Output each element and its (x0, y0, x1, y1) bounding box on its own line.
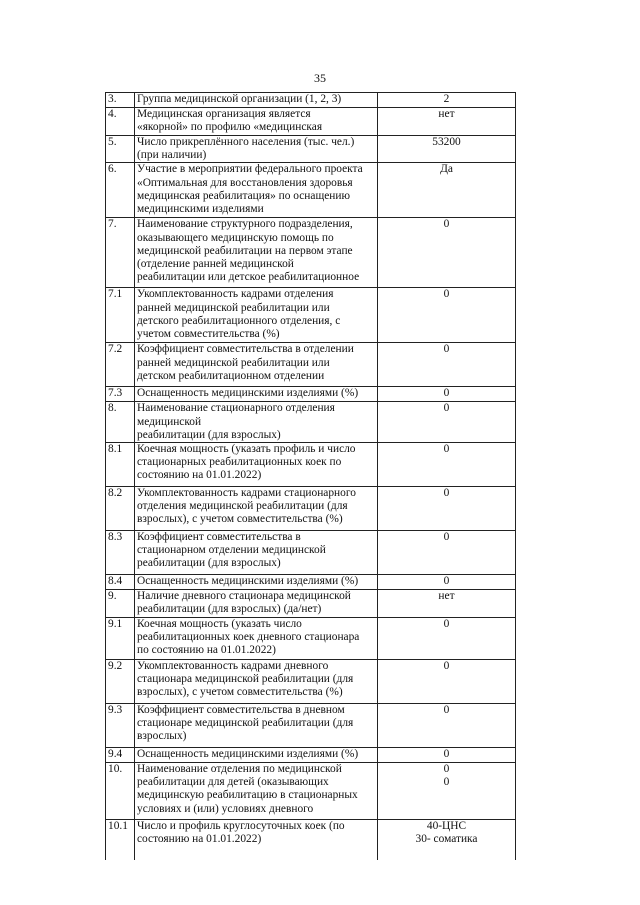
row-description-text: Группа медицинской организации (1, 2, 3) (137, 93, 342, 105)
row-description-cell (135, 660, 378, 704)
row-value-cell (378, 660, 516, 704)
row-description-cell (135, 575, 378, 590)
row-value-text: 0 (443, 748, 450, 761)
row-value-text: нет (438, 590, 455, 603)
row-value-text: 2 (443, 93, 450, 105)
row-description-cell (135, 288, 378, 343)
table-row (106, 531, 516, 575)
row-value-cell (378, 704, 516, 748)
row-value-text: 0 (443, 343, 450, 356)
row-description-cell (135, 343, 378, 387)
row-value-text: 0 (443, 288, 450, 301)
row-description-cell (135, 487, 378, 531)
row-value-text: 0 (443, 531, 450, 544)
row-description-text: Коечная мощность (указать число реабилитационных коек дневного стационара по состоянию на 01.01.2022) (137, 618, 360, 657)
row-number-text: 6. (108, 163, 117, 176)
row-number-cell (106, 402, 135, 443)
table-row (106, 136, 516, 163)
table-row (106, 575, 516, 590)
row-value-cell (378, 531, 516, 575)
row-number-cell (106, 531, 135, 575)
row-number-text: 5. (108, 136, 117, 148)
table-row (106, 704, 516, 748)
row-value-cell (378, 136, 516, 163)
row-value-text: 53200 (432, 136, 461, 148)
row-description-text: Коэффициент совместительства в стационарном отделении медицинской реабилитации (для взрослых) (137, 531, 326, 570)
page-number: 35 (314, 71, 326, 85)
table-row (106, 93, 516, 108)
row-description-cell (135, 748, 378, 763)
row-value-cell (378, 763, 516, 820)
row-number-text: 9.4 (108, 748, 123, 761)
row-description-text: Коечная мощность (указать профиль и число стационарных реабилитационных коек по состоянию на 01.01.2022) (137, 443, 356, 482)
table-row (106, 748, 516, 763)
row-number-text: 8.1 (108, 443, 123, 456)
row-number-text: 9.2 (108, 660, 123, 673)
row-description-cell (135, 531, 378, 575)
row-number-cell (106, 218, 135, 288)
row-value-cell (378, 402, 516, 443)
row-number-cell (106, 288, 135, 343)
row-description-cell (135, 163, 378, 218)
table-row (106, 402, 516, 443)
table-row (106, 590, 516, 618)
data-table (105, 92, 516, 860)
row-description-text: Наличие дневного стационара медицинской реабилитации (для взрослых) (да/нет) (137, 590, 351, 616)
row-description-text: Оснащенность медицинскими изделиями (%) (137, 575, 359, 588)
row-number-cell (106, 704, 135, 748)
row-description-text: Укомплектованность кадрами стационарного отделения медицинской реабилитации (для взрослых), с учетом совместительства (%) (137, 487, 356, 526)
row-description-text: Число и профиль круглосуточных коек (по состоянию на 01.01.2022) (137, 820, 345, 846)
row-value-text: 0 (443, 218, 450, 231)
row-number-text: 8.4 (108, 575, 123, 588)
row-number-text: 10.1 (108, 820, 128, 833)
table-row (106, 288, 516, 343)
row-description-cell (135, 218, 378, 288)
row-number-text: 8. (108, 402, 117, 415)
row-description-text: Медицинская организация является «якорной» по профилю «медицинская (137, 108, 323, 134)
row-number-cell (106, 387, 135, 402)
row-value-text: 0 (443, 443, 450, 456)
row-number-text: 3. (108, 93, 117, 105)
row-number-cell (106, 590, 135, 618)
row-description-cell (135, 387, 378, 402)
row-value-cell (378, 575, 516, 590)
row-description-cell (135, 763, 378, 820)
row-description-text: Наименование структурного подразделения, оказывающего медицинскую помощь по медицинской реабилитации на первом этапе (отделение ранней медицинской реабилитации или детское реабилитационное (137, 218, 360, 284)
row-value-cell (378, 163, 516, 218)
row-value-text: 0 (443, 575, 450, 588)
table-body (106, 93, 516, 860)
row-value-cell (378, 343, 516, 387)
row-value-text: Да (440, 163, 453, 176)
table-row (106, 763, 516, 820)
table-row (106, 218, 516, 288)
row-value-cell (378, 218, 516, 288)
row-number-text: 10. (108, 763, 123, 776)
row-description-text: Оснащенность медицинскими изделиями (%) (137, 387, 359, 400)
table-row (106, 443, 516, 487)
row-value-text: 0 0 (443, 763, 450, 789)
row-description-text: Наименование стационарного отделения медицинской реабилитации (для взрослых) (137, 402, 335, 441)
row-number-text: 9.3 (108, 704, 123, 717)
table-row (106, 387, 516, 402)
row-number-cell (106, 820, 135, 860)
row-number-cell (106, 343, 135, 387)
row-description-text: Участие в мероприятии федерального проекта «Оптимальная для восстановления здоровья медицинская реабилитация» по оснащению медицинскими изделиями (137, 163, 363, 216)
row-description-text: Коэффициент совместительства в дневном стационаре медицинской реабилитации (для взрослых) (137, 704, 354, 743)
row-value-cell (378, 387, 516, 402)
row-number-text: 7.3 (108, 387, 123, 400)
row-value-text: 0 (443, 704, 450, 717)
row-value-cell (378, 108, 516, 136)
row-number-cell (106, 748, 135, 763)
row-description-text: Оснащенность медицинскими изделиями (%) (137, 748, 359, 761)
table-row (106, 660, 516, 704)
table-row (106, 108, 516, 136)
row-value-text: 40-ЦНС 30- соматика (415, 820, 478, 846)
table-row (106, 163, 516, 218)
row-number-cell (106, 487, 135, 531)
row-value-text: 0 (443, 487, 450, 500)
row-description-text: Укомплектованность кадрами дневного стационара медицинской реабилитации (для взрослых), с учетом совместительства (%) (137, 660, 354, 699)
table-row (106, 343, 516, 387)
row-number-cell (106, 108, 135, 136)
row-value-cell (378, 820, 516, 860)
row-description-cell (135, 704, 378, 748)
row-number-text: 7.1 (108, 288, 123, 301)
row-description-cell (135, 402, 378, 443)
row-number-cell (106, 575, 135, 590)
row-value-text: 0 (443, 618, 450, 631)
row-value-text: 0 (443, 402, 450, 415)
row-description-text: Укомплектованность кадрами отделения ранней медицинской реабилитации или детского реабилитационного отделения, с учетом совместительства (%) (137, 288, 341, 341)
row-value-text: 0 (443, 387, 450, 400)
row-value-cell (378, 288, 516, 343)
row-number-text: 8.3 (108, 531, 123, 544)
row-value-cell (378, 618, 516, 660)
row-number-cell (106, 93, 135, 108)
row-number-text: 9.1 (108, 618, 123, 631)
row-number-text: 7.2 (108, 343, 123, 356)
row-description-text: Число прикреплённого населения (тыс. чел.) (при наличии) (137, 136, 355, 162)
row-number-text: 7. (108, 218, 117, 231)
row-number-text: 9. (108, 590, 117, 603)
row-number-text: 8.2 (108, 487, 123, 500)
row-value-cell (378, 748, 516, 763)
row-description-cell (135, 93, 378, 108)
table-row (106, 820, 516, 860)
row-description-cell (135, 443, 378, 487)
row-description-cell (135, 618, 378, 660)
row-value-cell (378, 93, 516, 108)
row-number-text: 4. (108, 108, 117, 120)
row-description-cell (135, 820, 378, 860)
row-value-text: нет (438, 108, 455, 120)
row-description-text: Коэффициент совместительства в отделении ранней медицинской реабилитации или детском реабилитационном отделении (137, 343, 354, 382)
row-number-cell (106, 618, 135, 660)
row-number-cell (106, 763, 135, 820)
row-description-cell (135, 590, 378, 618)
row-description-cell (135, 136, 378, 163)
row-value-cell (378, 487, 516, 531)
row-description-text: Наименование отделения по медицинской реабилитации для детей (оказывающих медицинскую реабилитацию в стационарных условиях и (или) условиях дневного (137, 763, 358, 815)
table-row (106, 618, 516, 660)
row-value-text: 0 (443, 660, 450, 673)
row-value-cell (378, 590, 516, 618)
table-row (106, 487, 516, 531)
row-value-cell (378, 443, 516, 487)
row-number-cell (106, 660, 135, 704)
row-number-cell (106, 163, 135, 218)
row-number-cell (106, 443, 135, 487)
row-description-cell (135, 108, 378, 136)
row-number-cell (106, 136, 135, 163)
